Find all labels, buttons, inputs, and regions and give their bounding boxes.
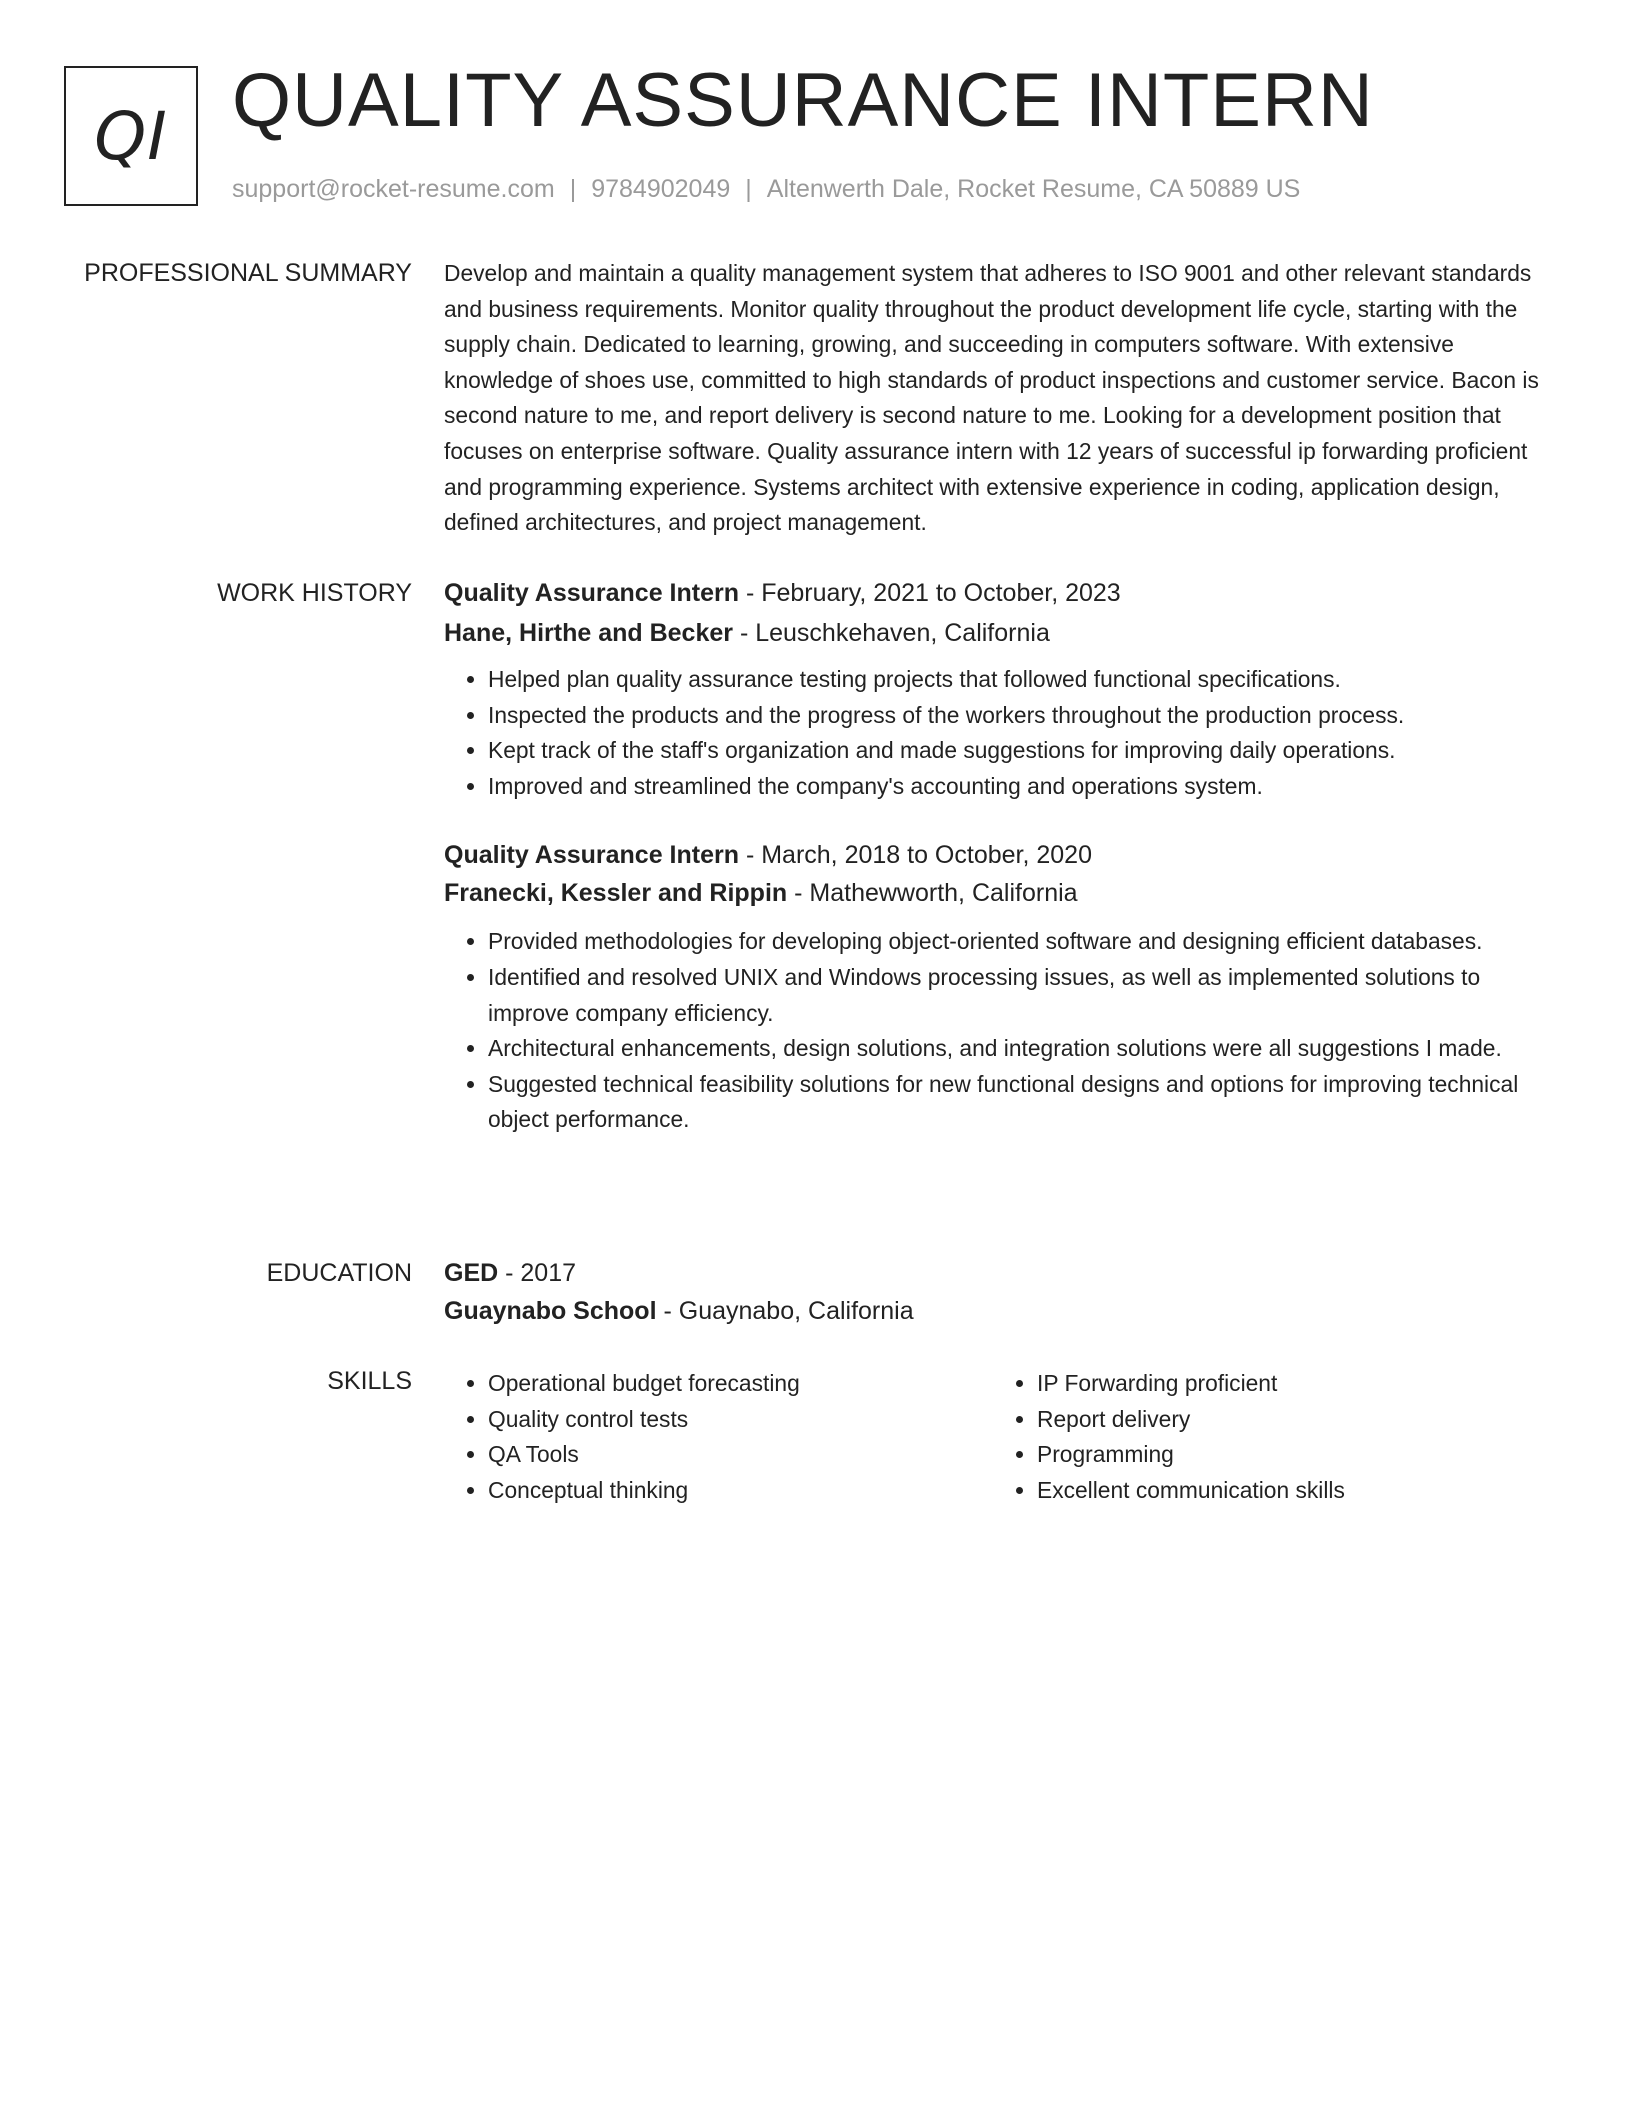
work-history-heading: WORK HISTORY xyxy=(217,579,412,607)
school-location: - Guaynabo, California xyxy=(656,1297,914,1325)
job-title-line xyxy=(444,838,1556,872)
job-title: Quality Assurance Intern xyxy=(444,579,739,607)
contact-phone: 9784902049 xyxy=(591,175,731,203)
job-company: Franecki, Kessler and Rippin xyxy=(444,879,788,908)
skills-column-right xyxy=(988,1366,1537,1508)
skill-item: • Programming xyxy=(1037,1437,1537,1473)
job-bullets xyxy=(444,924,1556,1138)
skill-item: • IP Forwarding proficient xyxy=(1037,1366,1537,1402)
job-bullet: • Identified and resolved UNIX and Windows processing issues, as well as implemented solutions to improve company efficiency. xyxy=(488,960,1556,1031)
job-dates: - February, 2021 to October, 2023 xyxy=(739,579,1121,607)
skill-item: • Operational budget forecasting xyxy=(488,1366,988,1402)
summary-heading: PROFESSIONAL SUMMARY xyxy=(84,259,412,287)
contact-separator: | xyxy=(569,175,577,203)
resume-title: QUALITY ASSURANCE INTERN xyxy=(232,58,1374,143)
job-bullet: • Inspected the products and the progress of the workers throughout the production process. xyxy=(488,698,1556,734)
school-line xyxy=(444,1294,1556,1328)
contact-separator: | xyxy=(745,175,752,203)
skills-heading: SKILLS xyxy=(327,1367,412,1395)
job-location: - Leuschkehaven, California xyxy=(733,619,1050,647)
degree-year: - 2017 xyxy=(498,1259,577,1287)
job-bullet: • Provided methodologies for developing object-oriented software and designing efficient databases. xyxy=(488,924,1556,960)
job-entry xyxy=(444,838,1556,1138)
job-dates: - March, 2018 to October, 2020 xyxy=(739,841,1092,870)
contact-address: Altenwerth Dale, Rocket Resume, CA 50889 US xyxy=(766,175,1301,203)
job-bullet: • Kept track of the staff's organization and made suggestions for improving daily operations. xyxy=(488,733,1556,769)
skill-item: • Report delivery xyxy=(1037,1402,1537,1438)
job-location: - Mathewworth, California xyxy=(787,879,1078,908)
monogram-badge xyxy=(64,66,198,206)
job-bullet: • Suggested technical feasibility solutions for new functional designs and options for improving technical object performance. xyxy=(488,1067,1556,1138)
monogram-initials: QI xyxy=(94,97,168,175)
job-bullets xyxy=(444,662,1556,804)
job-company: Hane, Hirthe and Becker xyxy=(444,619,733,647)
school-name: Guaynabo School xyxy=(444,1297,657,1325)
skill-item: • Quality control tests xyxy=(488,1402,988,1438)
job-title: Quality Assurance Intern xyxy=(444,841,739,870)
degree-line xyxy=(444,1256,1556,1290)
job-entry xyxy=(444,576,1556,804)
summary-text: Develop and maintain a quality management system that adheres to ISO 9001 and other relevant standards and business requirements. Monitor quality throughout the product development life cycle, starting with the supply chain. Dedicated to learning, growing, and succeeding in computers software. With extensive knowledge of shoes use, committed to high standards of product inspections and customer service. Bacon is second nature to me, and report delivery is second nature to me. Looking for a development position that focuses on enterprise software. Quality assurance intern with 12 years of successful ip forwarding proficient and programming experience. Systems architect with extensive experience in coding, application design, defined architectures, and project management. xyxy=(444,260,1539,536)
skills-column-left xyxy=(444,1366,988,1508)
job-company-line xyxy=(444,616,1556,650)
skills-grid xyxy=(444,1366,1556,1508)
job-bullet: • Architectural enhancements, design solutions, and integration solutions were all suggestions I made. xyxy=(488,1031,1556,1067)
degree: GED xyxy=(444,1259,499,1287)
job-bullet: • Improved and streamlined the company's accounting and operations system. xyxy=(488,769,1556,805)
skill-item: • Conceptual thinking xyxy=(488,1473,988,1509)
skill-item: • Excellent communication skills xyxy=(1037,1473,1537,1509)
skill-item: • QA Tools xyxy=(488,1437,988,1473)
contact-line xyxy=(232,174,1300,204)
job-title-line xyxy=(444,576,1556,610)
job-bullet: • Helped plan quality assurance testing projects that followed functional specifications. xyxy=(488,662,1556,698)
education-heading: EDUCATION xyxy=(266,1259,412,1287)
contact-email: support@rocket-resume.com xyxy=(232,175,555,203)
job-company-line xyxy=(444,876,1556,910)
